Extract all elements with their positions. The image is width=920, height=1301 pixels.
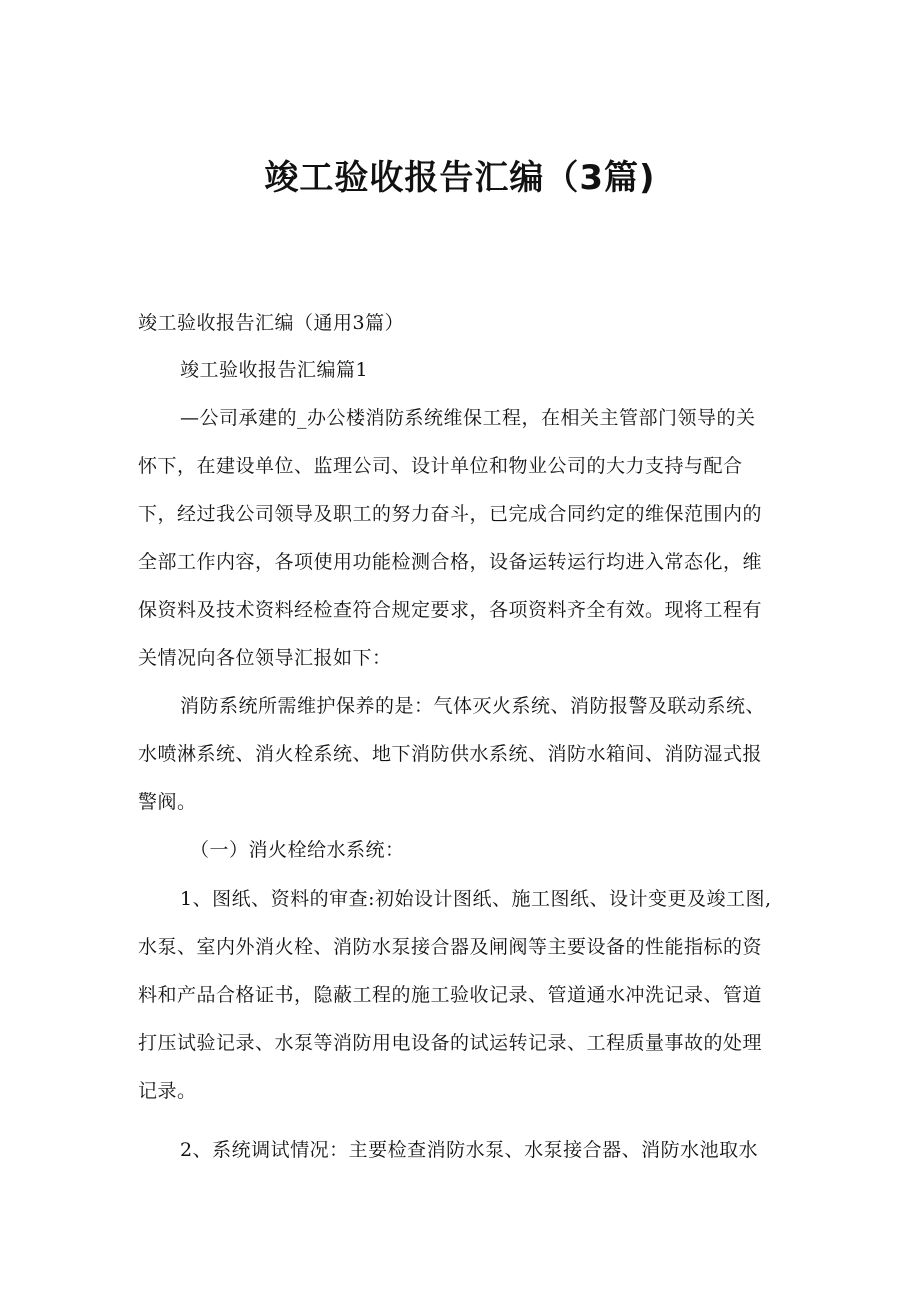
page-title: 竣工验收报告汇编（3篇) (264, 158, 656, 198)
paragraph-line: 怀下，在建设单位、监理公司、设计单位和物业公司的大力支持与配合 (138, 455, 743, 477)
paragraph-line: 水泵、室内外消火栓、消防水泵接合器及闸阀等主要设备的性能指标的资 (138, 936, 763, 958)
paragraph-line: 消防系统所需维护保养的是：气体灭火系统、消防报警及联动系统、 (180, 695, 766, 717)
paragraph-line: 下，经过我公司领导及职工的努力奋斗，已完成合同约定的维保范围内的 (138, 503, 763, 525)
paragraph-line: 关情况向各位领导汇报如下： (138, 647, 392, 669)
paragraph-line: 料和产品合格证书，隐蔽工程的施工验收记录、管道通水冲洗记录、管道 (138, 984, 763, 1006)
paragraph-line: 记录。 (138, 1080, 197, 1102)
paragraph-line: —公司承建的_办公楼消防系统维保工程，在相关主管部门领导的关 (180, 407, 756, 429)
paragraph-line: 水喷淋系统、消火栓系统、地下消防供水系统、消防水箱间、消防湿式报 (138, 743, 763, 765)
paragraph-line: 2、系统调试情况：主要检查消防水泵、水泵接合器、消防水池取水 (180, 1139, 759, 1161)
paragraph-line: 全部工作内容，各项使用功能检测合格，设备运转运行均进入常态化，维 (138, 551, 763, 573)
paragraph-line: 1、图纸、资料的审查:初始设计图纸、施工图纸、设计变更及竣工图, (180, 888, 772, 910)
paragraph-line: 保资料及技术资料经检查符合规定要求，各项资料齐全有效。现将工程有 (138, 599, 763, 621)
paragraph-line: 打压试验记录、水泵等消防用电设备的试运转记录、工程质量事故的处理 (138, 1032, 763, 1054)
document-subtitle: 竣工验收报告汇编（通用3篇） (138, 312, 405, 334)
subsection-heading: （一）消火栓给水系统： (190, 839, 405, 861)
paragraph-line: 警阀。 (138, 791, 197, 813)
section-heading: 竣工验收报告汇编篇1 (180, 359, 369, 381)
